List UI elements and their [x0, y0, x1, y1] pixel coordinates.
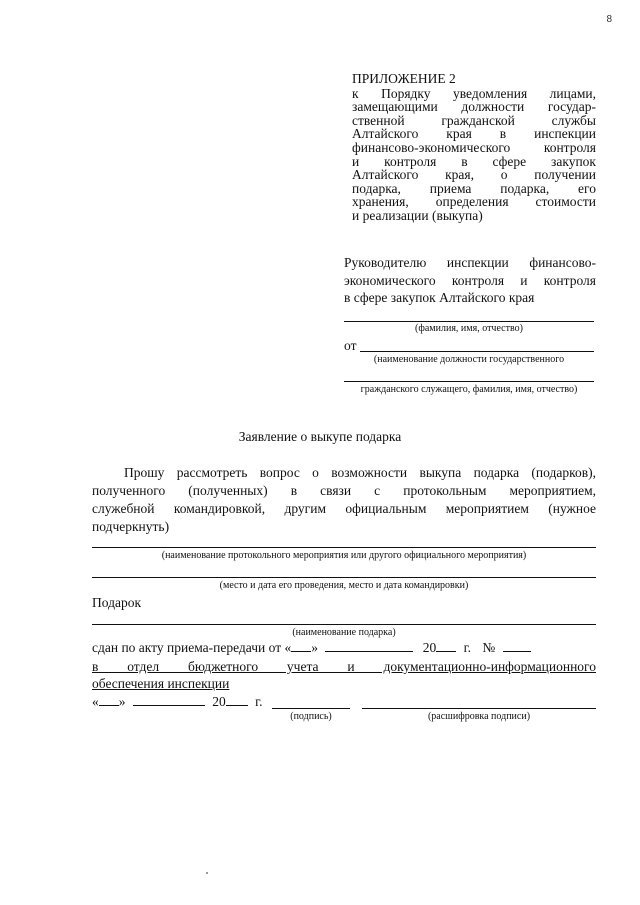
page-number: 8 — [606, 14, 612, 25]
servant-blank-line[interactable] — [344, 381, 594, 382]
date-year-field[interactable] — [226, 693, 248, 706]
request-line: подчеркнуть) — [92, 519, 170, 534]
gift-name-blank-line[interactable] — [92, 624, 596, 625]
act-year-field[interactable] — [436, 639, 456, 652]
gift-label: Подарок — [92, 595, 142, 610]
date-year-suffix: г. — [255, 694, 263, 709]
appendix-line: Алтайского края в инспекции — [352, 126, 596, 142]
act-day-field[interactable] — [291, 639, 311, 652]
appendix-text — [352, 87, 596, 223]
position-caption: (наименование должности государственного — [373, 354, 565, 365]
request-line: Прошу рассмотреть вопрос о возможности выкупа подарка (подарков), — [124, 465, 596, 480]
event-caption: (наименование протокольного мероприятия или другого официального мероприятия) — [161, 550, 527, 561]
addressee-line: Руководителю инспекции финансово- — [344, 255, 596, 270]
position-blank-line[interactable] — [360, 351, 594, 352]
appendix-line: ственной гражданской службы — [352, 112, 596, 128]
act-number-sign: № — [482, 640, 496, 655]
appendix-line: и реализации (выкупа) — [352, 207, 483, 223]
appendix-line: хранения, определения стоимости — [352, 194, 596, 210]
appendix-title: ПРИЛОЖЕНИЕ 2 — [352, 71, 456, 86]
date-close-quote: » — [118, 694, 126, 709]
event-blank-line[interactable] — [92, 547, 596, 548]
fio-blank-line[interactable] — [344, 321, 594, 322]
appendix-line: финансово-экономического контроля — [352, 139, 596, 155]
signature-caption: (подпись) — [290, 711, 332, 722]
department-line: в отдел бюджетного учета и документационно-информационного — [92, 659, 596, 674]
department-line: обеспечения инспекции — [92, 676, 230, 691]
signature-decoding-caption: (расшифровка подписи) — [427, 711, 531, 722]
act-year-prefix: 20 — [422, 640, 437, 655]
addressee-block — [344, 254, 596, 307]
request-paragraph — [92, 464, 596, 536]
appendix-line: Алтайского края, о получении — [352, 167, 596, 183]
from-label: от — [344, 338, 357, 353]
place-date-caption: (место и дата его проведения, место и дата командировки) — [219, 580, 469, 591]
act-month-field[interactable] — [325, 639, 413, 652]
place-date-blank-line[interactable] — [92, 577, 596, 578]
request-line: служебной командировкой, другим официальным мероприятием (нужное — [92, 501, 596, 516]
act-prefix: сдан по акту приема-передачи от « — [92, 640, 292, 655]
servant-caption: гражданского служащего, фамилия, имя, отчество) — [360, 384, 578, 395]
fio-caption: (фамилия, имя, отчество) — [415, 323, 523, 334]
addressee-line: экономического контроля и контроля — [344, 272, 596, 288]
act-year-suffix: г. — [463, 640, 472, 655]
request-line: полученного (полученных) в связи с протокольным мероприятием, — [92, 483, 596, 498]
act-quote-close: » — [311, 640, 318, 655]
signature-blank-line[interactable] — [272, 708, 350, 709]
date-day-field[interactable] — [99, 693, 119, 706]
date-month-field[interactable] — [133, 693, 205, 706]
appendix-header — [352, 72, 596, 223]
signature-decoding-blank-line[interactable] — [362, 708, 596, 709]
act-number-field[interactable] — [503, 639, 531, 652]
appendix-line: подарка, приема подарка, его — [352, 180, 596, 196]
addressee-line: в сфере закупок Алтайского края — [344, 290, 535, 305]
department-text — [92, 658, 596, 692]
date-open-quote: « — [92, 694, 99, 709]
date-row — [92, 693, 263, 710]
scan-speck — [206, 872, 208, 874]
appendix-line: и контроля в сфере закупок — [352, 153, 596, 169]
date-year-prefix: 20 — [212, 694, 226, 709]
document-title: Заявление о выкупе подарка — [238, 429, 402, 444]
appendix-line: замещающими должности государ- — [352, 99, 596, 115]
act-row — [92, 639, 596, 656]
appendix-line: к Порядку уведомления лицами, — [352, 85, 596, 101]
gift-name-caption: (наименование подарка) — [292, 627, 396, 638]
